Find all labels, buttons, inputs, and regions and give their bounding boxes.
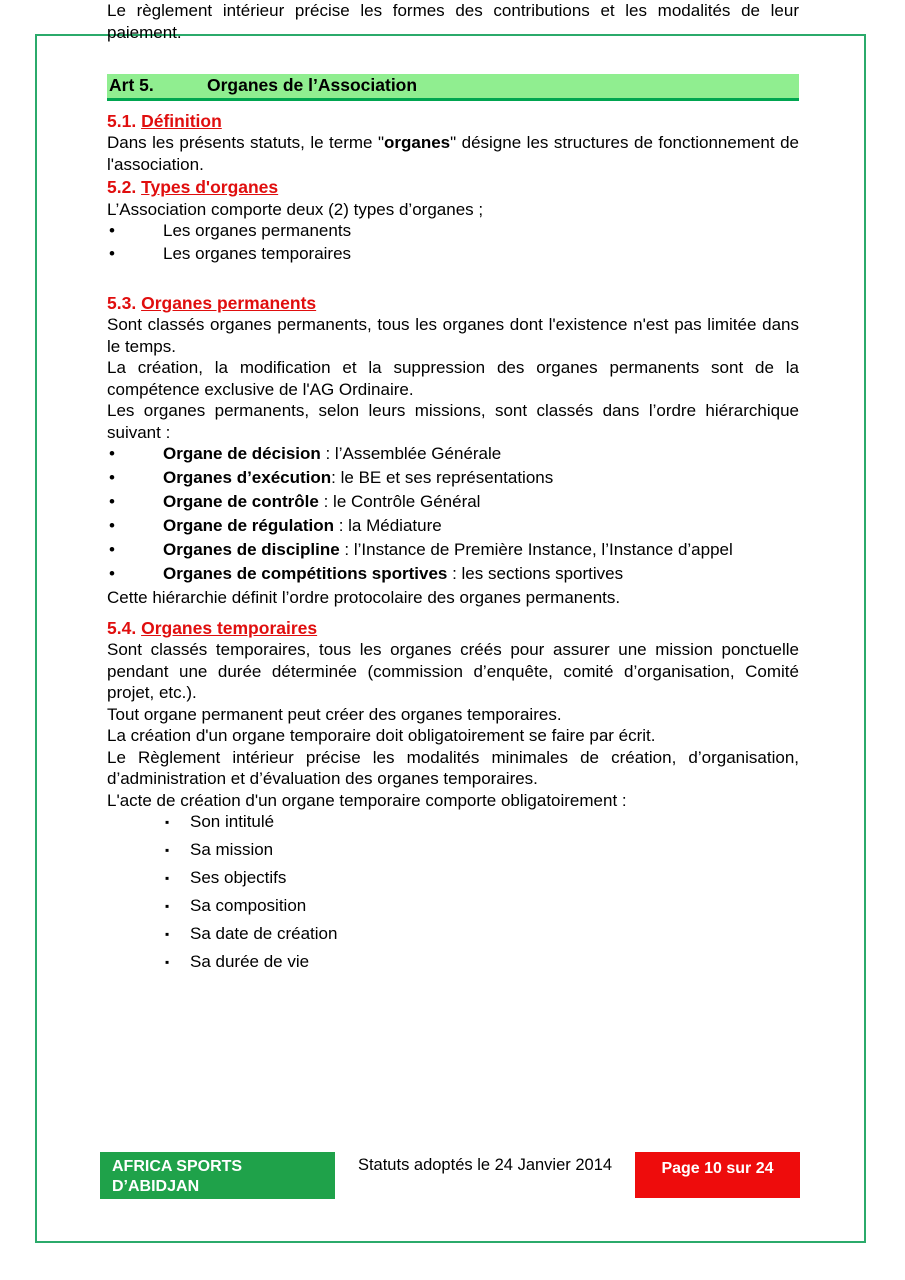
document-content	[107, 0, 799, 979]
section-number: 5.4.	[107, 617, 137, 638]
organ-description: : l’Assemblée Générale	[320, 444, 502, 463]
article-number: Art 5.	[109, 75, 154, 95]
permanent-organs-list	[107, 443, 799, 585]
temporary-paragraph-1: Sont classés temporaires, tous les organes créés pour assurer une mission ponctuelle pendant une durée déterminée (commission d’enquête, comité d’organisation, Comité projet, etc.).	[107, 640, 799, 702]
section-number: 5.1.	[107, 110, 137, 131]
bullet-icon: ▪	[165, 815, 170, 829]
list-item	[107, 515, 799, 537]
temporary-paragraph-5: L'acte de création d'un organe temporaire comporte obligatoirement :	[107, 790, 627, 810]
list-item	[107, 923, 799, 945]
creation-act-list	[107, 811, 799, 973]
footer-organization-box	[100, 1152, 335, 1199]
organ-description: : les sections sportives	[447, 564, 624, 583]
section-title: Types d'organes	[141, 177, 279, 197]
list-item	[107, 220, 799, 242]
footer-adoption-date: Statuts adoptés le 24 Janvier 2014	[357, 1156, 613, 1174]
definition-text-before: Dans les présents statuts, le terme "	[107, 133, 384, 152]
list-item	[107, 539, 799, 561]
bullet-icon: ▪	[165, 955, 170, 969]
list-item-text: Sa date de création	[190, 924, 338, 943]
list-item	[107, 243, 799, 265]
list-item	[107, 443, 799, 465]
bullet-icon: ▪	[165, 843, 170, 857]
list-item	[107, 867, 799, 889]
list-item	[107, 467, 799, 489]
types-list	[107, 220, 799, 265]
bullet-icon: •	[109, 492, 115, 511]
organ-description: : l’Instance de Première Instance, l’Instance d’appel	[339, 540, 733, 559]
footer-organization-line1: AFRICA SPORTS	[112, 1158, 243, 1175]
section-5-3-heading	[107, 293, 799, 315]
permanent-paragraph-3: Les organes permanents, selon leurs missions, sont classés dans l’ordre hiérarchique suivant :	[107, 401, 799, 442]
section-5-2-heading	[107, 177, 799, 199]
permanent-paragraph-2: La création, la modification et la suppression des organes permanents sont de la compétence exclusive de l'AG Ordinaire.	[107, 358, 799, 399]
organ-term: Organes de compétitions sportives	[163, 564, 448, 583]
bullet-icon: ▪	[165, 899, 170, 913]
bullet-icon: •	[109, 516, 115, 535]
footer-organization-line2: D’ABIDJAN	[112, 1177, 200, 1195]
list-item-text: Sa mission	[190, 840, 274, 859]
list-item	[107, 839, 799, 861]
organ-term: Organe de régulation	[163, 516, 334, 535]
bullet-icon: •	[109, 244, 115, 263]
organ-term: Organe de contrôle	[163, 492, 319, 511]
section-title: Organes temporaires	[141, 617, 318, 638]
organ-term: Organes de discipline	[163, 540, 340, 559]
definition-bold-term: organes	[384, 133, 451, 152]
list-item	[107, 563, 799, 585]
temporary-paragraph-3: La création d'un organe temporaire doit obligatoirement se faire par écrit.	[107, 726, 656, 745]
list-item	[107, 811, 799, 833]
list-item	[107, 895, 799, 917]
temporary-paragraph-4: Le Règlement intérieur précise les modalités minimales de création, d’organisation, d’administration et d’évaluation des organes temporaires.	[107, 747, 799, 788]
section-title: Définition	[141, 110, 222, 131]
definition-paragraph	[107, 132, 799, 175]
section-5-1-heading	[107, 111, 799, 133]
definition-text-after: " désigne les structures de fonctionnement de l'association.	[107, 133, 799, 174]
hierarchy-paragraph: Cette hiérarchie définit l’ordre protocolaire des organes permanents.	[107, 588, 621, 607]
organ-description: : le Contrôle Général	[318, 492, 481, 511]
bullet-icon: ▪	[165, 927, 170, 941]
bullet-icon: •	[109, 564, 115, 583]
bullet-icon: •	[109, 221, 115, 240]
organ-term: Organes d’exécution	[163, 468, 332, 487]
article-heading-bar	[107, 74, 799, 101]
list-item	[107, 951, 799, 973]
list-item-text: Les organes permanents	[163, 221, 352, 240]
bullet-icon: •	[109, 468, 115, 487]
section-5-4-heading	[107, 618, 799, 640]
organ-description: : la Médiature	[333, 516, 442, 535]
section-title: Organes permanents	[141, 292, 317, 313]
bullet-icon: ▪	[165, 871, 170, 885]
section-number: 5.2.	[107, 177, 137, 197]
article-title: Organes de l’Association	[207, 75, 418, 95]
organ-description: : le BE et ses représentations	[331, 468, 554, 487]
temporary-paragraph-2: Tout organe permanent peut créer des organes temporaires.	[107, 704, 562, 724]
section-number: 5.3.	[107, 292, 137, 313]
organ-term: Organe de décision	[163, 444, 321, 463]
list-item	[107, 491, 799, 513]
intro-paragraph: Le règlement intérieur précise les formes des contributions et les modalités de leur paiement.	[107, 1, 799, 42]
permanent-paragraph-1: Sont classés organes permanents, tous les organes dont l'existence n'est pas limitée dans le temps.	[107, 315, 799, 356]
list-item-text: Sa durée de vie	[190, 952, 310, 971]
bullet-icon: •	[109, 540, 115, 559]
types-intro-paragraph: L’Association comporte deux (2) types d’organes ;	[107, 199, 484, 219]
bullet-icon: •	[109, 444, 115, 463]
list-item-text: Ses objectifs	[190, 868, 287, 887]
footer-page-number-box: Page 10 sur 24	[635, 1152, 800, 1198]
list-item-text: Sa composition	[190, 896, 307, 915]
list-item-text: Son intitulé	[190, 812, 275, 831]
list-item-text: Les organes temporaires	[163, 244, 352, 263]
